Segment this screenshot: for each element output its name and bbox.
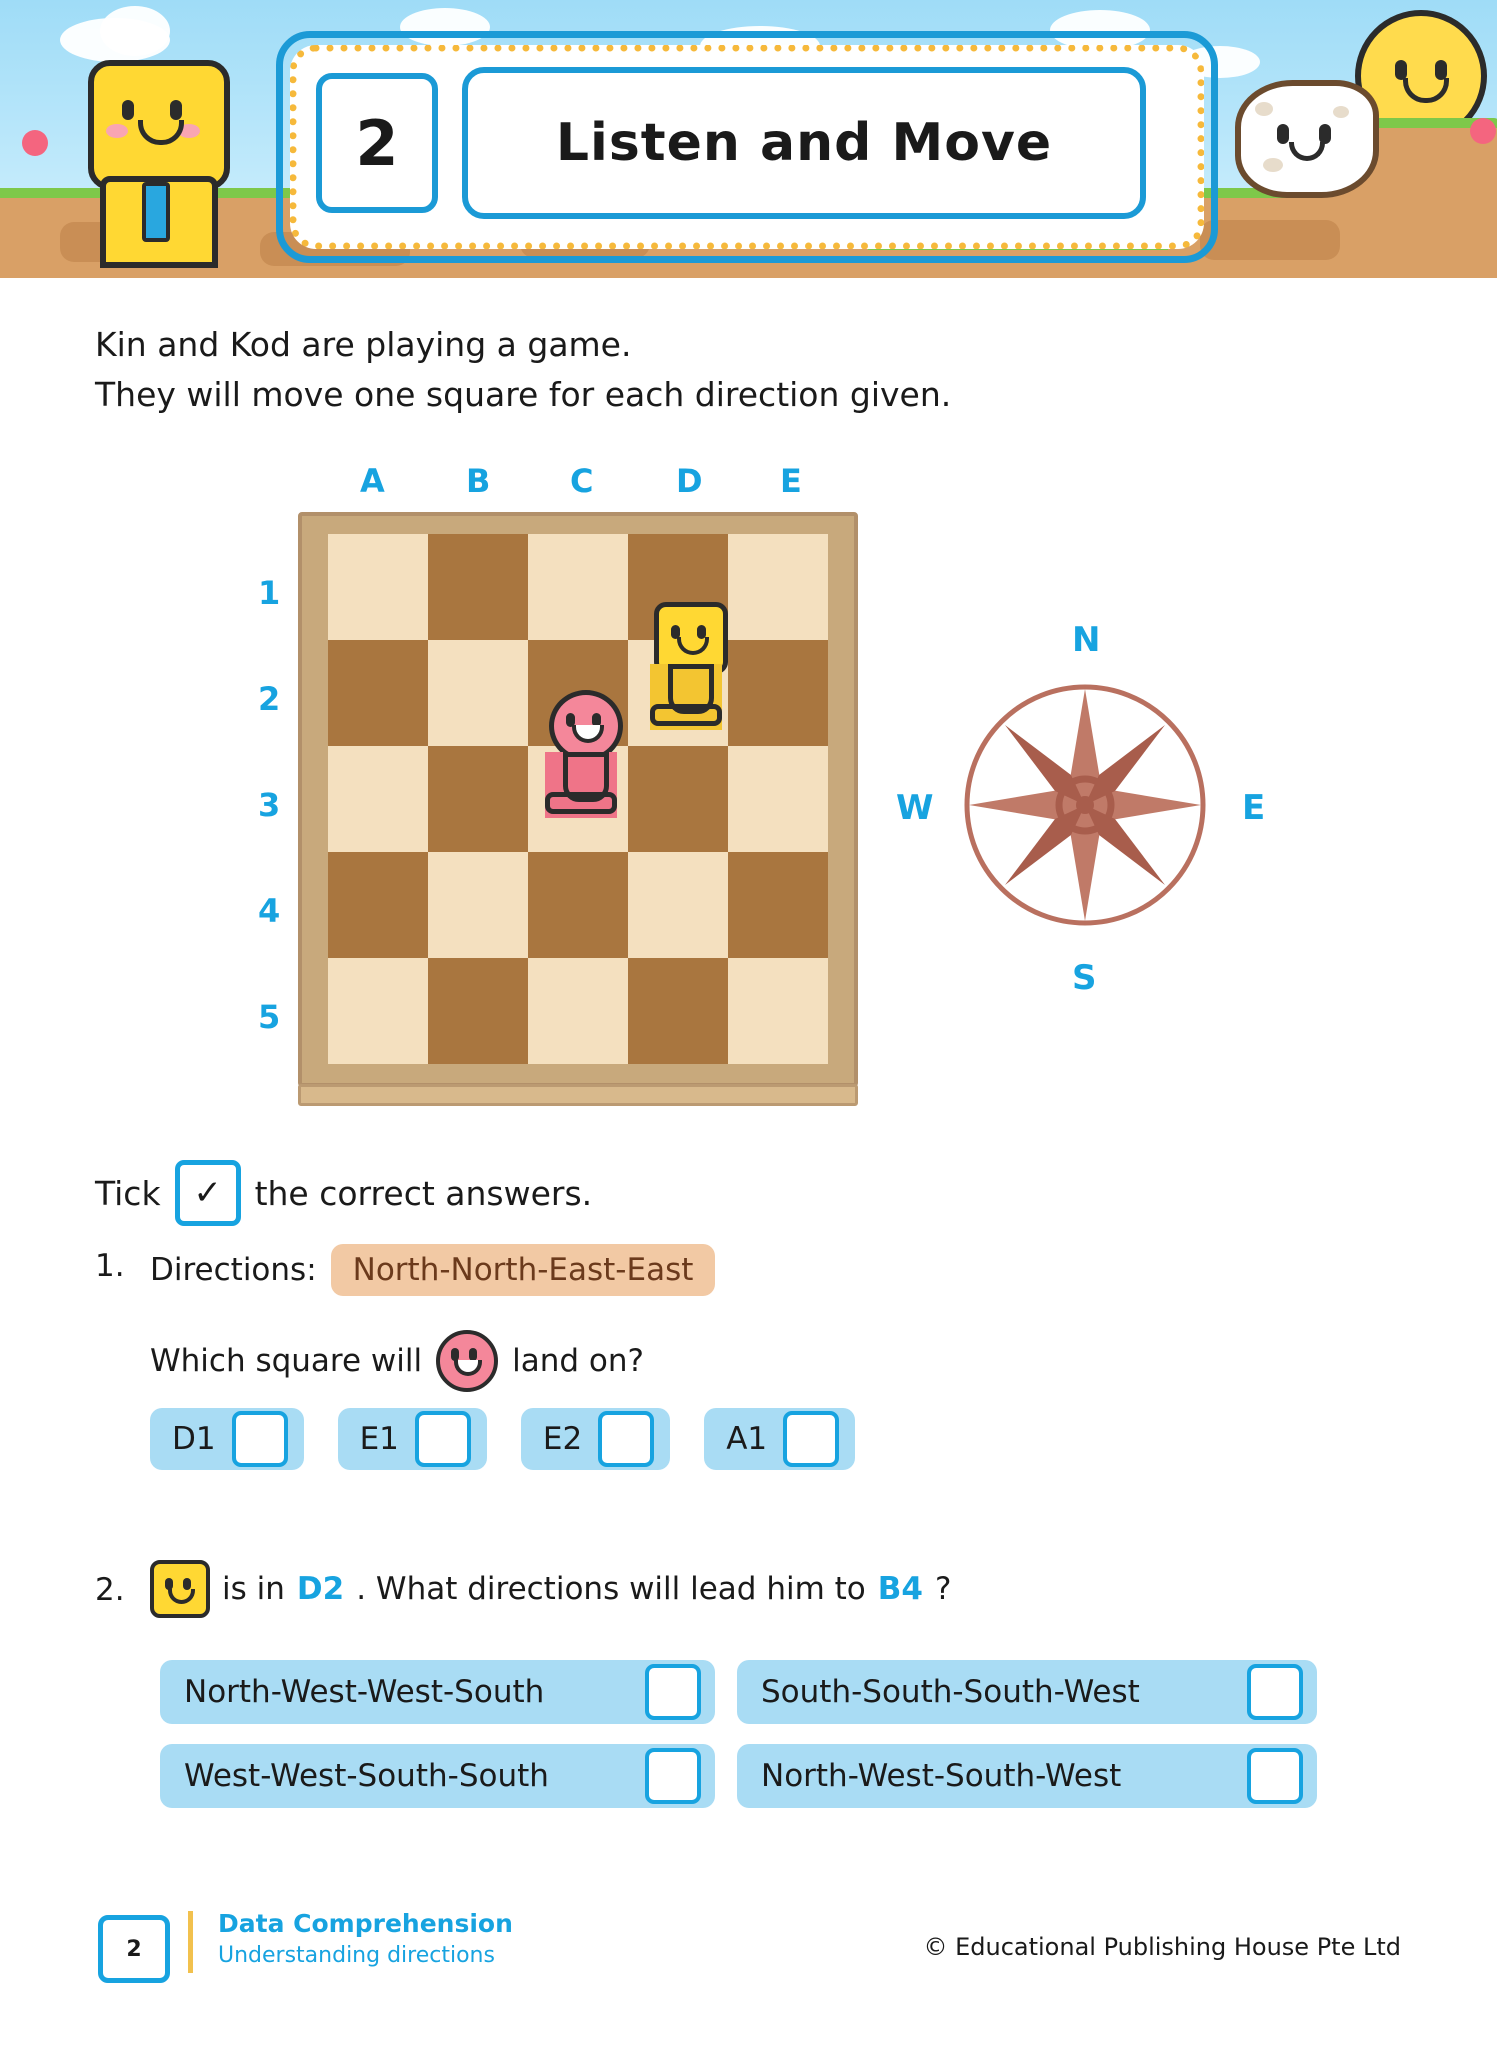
question-2-text-a: is in [222, 1571, 285, 1607]
question-1-option-e2[interactable] [521, 1408, 670, 1470]
board-square [528, 958, 628, 1064]
question-1-prompt-after: land on? [512, 1343, 644, 1379]
question-1-option-d1-checkbox[interactable] [232, 1411, 288, 1467]
intro-line-2: They will move one square for each direction given. [95, 375, 952, 415]
question-1-options [150, 1408, 855, 1470]
board-square [328, 640, 428, 746]
cloud-decoration [100, 6, 170, 56]
board-square [328, 852, 428, 958]
board-square [428, 534, 528, 640]
compass-west-label: W [896, 788, 934, 828]
board-square [628, 958, 728, 1064]
board-square [628, 746, 728, 852]
compass-north-label: N [1072, 620, 1101, 660]
kod-face-icon [436, 1330, 498, 1392]
tick-mark-icon: ✓ [175, 1160, 241, 1226]
kin-face-icon [150, 1560, 210, 1618]
question-1-option-e2-checkbox[interactable] [598, 1411, 654, 1467]
compass-south-label: S [1072, 958, 1097, 998]
compass-rose [896, 620, 1266, 998]
question-2-number: 2. [95, 1572, 125, 1608]
question-2-end-square: B4 [877, 1571, 923, 1607]
question-2-option-2-checkbox[interactable] [1247, 1664, 1303, 1720]
kin-tie [142, 182, 170, 242]
question-1-option-e1[interactable] [338, 1408, 487, 1470]
flower-icon [1470, 118, 1496, 144]
activity-title-box [462, 67, 1146, 219]
board-square [728, 534, 828, 640]
board-column-label-e: E [780, 462, 802, 500]
question-2-prompt [150, 1560, 951, 1618]
intro-line-1: Kin and Kod are playing a game. [95, 325, 632, 364]
question-2-option-1-label: North-West-West-South [184, 1674, 545, 1710]
question-2-start-square: D2 [296, 1571, 345, 1607]
kod-character [1235, 80, 1379, 198]
question-2-option-2-label: South-South-South-West [761, 1674, 1140, 1710]
question-1-option-d1[interactable] [150, 1408, 304, 1470]
footer-page-badge: 2 [98, 1915, 170, 1983]
page-header-banner [0, 0, 1497, 278]
board-row-label-4: 4 [258, 892, 281, 930]
question-1-option-a1-checkbox[interactable] [783, 1411, 839, 1467]
board-column-label-d: D [676, 462, 703, 500]
board-square [328, 958, 428, 1064]
question-1-option-e1-checkbox[interactable] [415, 1411, 471, 1467]
footer-subtitle: Understanding directions [218, 1943, 495, 1968]
question-2-option-3-label: West-West-South-South [184, 1758, 549, 1794]
board-square [328, 746, 428, 852]
board-square [728, 746, 828, 852]
question-2-option-4[interactable] [737, 1744, 1317, 1808]
question-1-option-e1-label: E1 [359, 1421, 399, 1457]
question-2-option-1-checkbox[interactable] [645, 1664, 701, 1720]
board-square [428, 958, 528, 1064]
tick-instruction-after: the correct answers. [254, 1173, 593, 1213]
question-2-option-2[interactable] [737, 1660, 1317, 1724]
board-square [428, 852, 528, 958]
kin-pawn-piece [646, 602, 726, 732]
question-2-text-b: . What directions will lead him to [356, 1571, 866, 1607]
kin-pawn-base [650, 664, 722, 730]
question-1-directions-line [150, 1244, 715, 1296]
question-2-text-c: ? [934, 1571, 952, 1607]
intro-text [95, 320, 951, 420]
activity-title-plaque [290, 45, 1190, 235]
tick-instruction [95, 1160, 592, 1226]
board-square [628, 852, 728, 958]
activity-number: 2 [316, 73, 438, 213]
board-row-label-5: 5 [258, 998, 281, 1036]
kin-character [88, 60, 230, 190]
question-1-option-a1[interactable] [704, 1408, 855, 1470]
question-1-number: 1. [95, 1248, 125, 1284]
question-2-options [160, 1660, 1317, 1808]
game-board [258, 462, 858, 1112]
question-2-option-4-checkbox[interactable] [1247, 1748, 1303, 1804]
board-column-label-a: A [360, 462, 385, 500]
question-2-option-4-label: North-West-South-West [761, 1758, 1122, 1794]
question-1-directions-chip: North-North-East-East [331, 1244, 716, 1296]
footer-title: Data Comprehension [218, 1909, 513, 1938]
board-column-label-b: B [466, 462, 491, 500]
board-row-label-1: 1 [258, 574, 281, 612]
board-square [728, 852, 828, 958]
board-column-label-c: C [570, 462, 594, 500]
board-square [528, 852, 628, 958]
board-base [298, 1084, 858, 1106]
board-square [328, 534, 428, 640]
kod-pawn-piece [541, 690, 621, 820]
kod-pawn-base [545, 752, 617, 818]
question-1-option-d1-label: D1 [172, 1421, 216, 1457]
compass-rose-icon [920, 640, 1250, 970]
question-2-option-1[interactable] [160, 1660, 715, 1724]
tick-instruction-before: Tick [95, 1173, 161, 1213]
board-square [428, 640, 528, 746]
board-square [528, 534, 628, 640]
question-2-option-3-checkbox[interactable] [645, 1748, 701, 1804]
page-footer [0, 1905, 1497, 2048]
board-row-label-3: 3 [258, 786, 281, 824]
footer-copyright: © Educational Publishing House Pte Ltd [923, 1933, 1401, 1961]
footer-divider [188, 1911, 193, 1973]
flower-icon [22, 130, 48, 156]
question-1-label: Directions: [150, 1252, 317, 1288]
question-1-option-a1-label: A1 [726, 1421, 768, 1457]
compass-east-label: E [1242, 788, 1266, 828]
question-2-option-3[interactable] [160, 1744, 715, 1808]
question-1-prompt [150, 1330, 644, 1392]
board-square [728, 640, 828, 746]
page-title: Listen and Move [555, 113, 1053, 173]
question-1-prompt-before: Which square will [150, 1343, 423, 1379]
board-row-label-2: 2 [258, 680, 281, 718]
question-1-option-e2-label: E2 [542, 1421, 583, 1457]
board-square [428, 746, 528, 852]
board-square [728, 958, 828, 1064]
